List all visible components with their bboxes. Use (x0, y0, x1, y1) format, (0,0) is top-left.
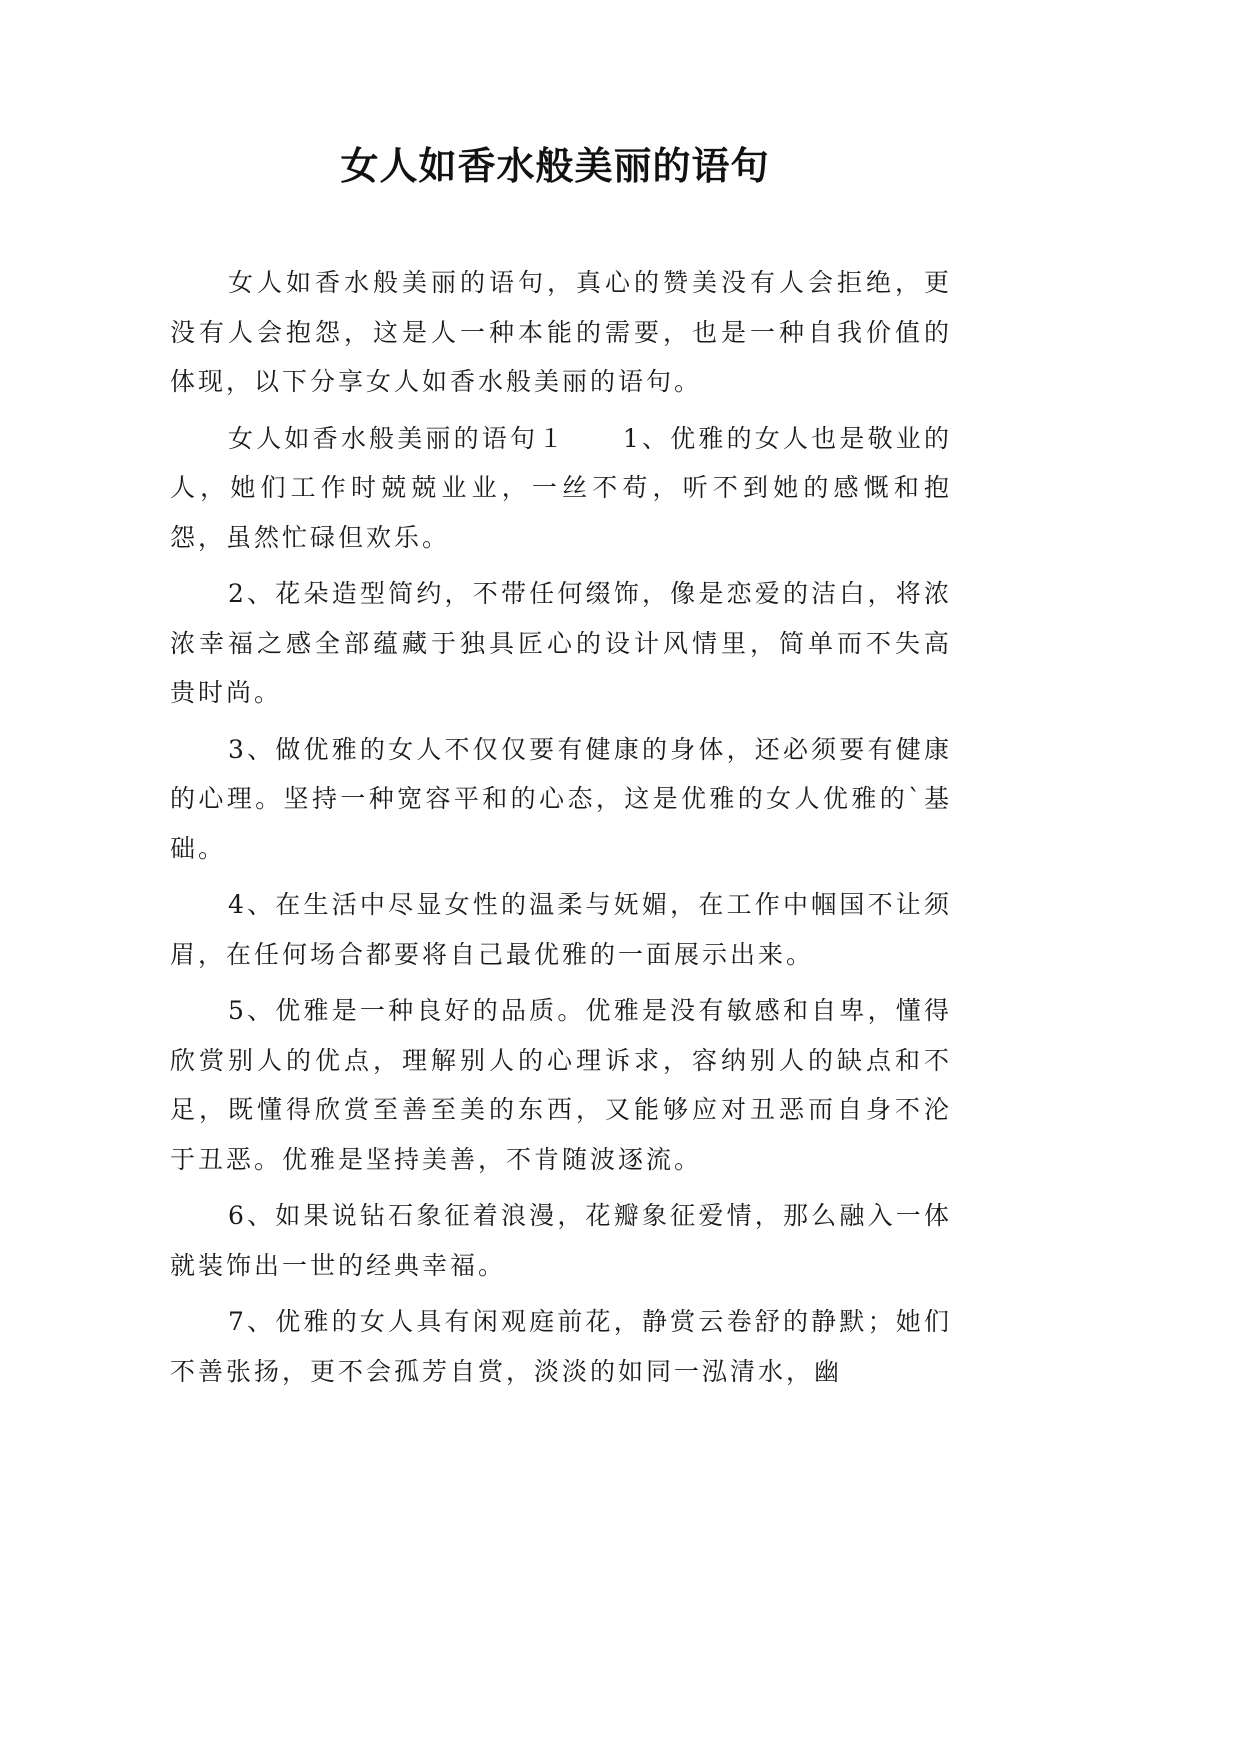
paragraph-6: 6、如果说钻石象征着浪漫，花瓣象征爱情，那么融入一体就装饰出一世的经典幸福。 (170, 1201, 952, 1280)
paragraph-5: 5、优雅是一种良好的品质。优雅是没有敏感和自卑，懂得欣赏别人的优点，理解别人的心理诉求，容纳别人的缺点和不足，既懂得欣赏至善至美的东西，又能够应对丑恶而自身不沦于丑恶。优雅是坚持美善，不肯随波逐流。 (170, 996, 952, 1174)
paragraph-4: 4、在生活中尽显女性的温柔与妩媚，在工作中帼国不让须眉，在任何场合都要将自己最优雅的一面展示出来。 (170, 890, 952, 969)
document-title: 女人如香水般美丽的语句 (340, 144, 770, 188)
document-body (170, 258, 952, 1396)
paragraph-7: 7、优雅的女人具有闲观庭前花，静赏云卷舒的静默；她们不善张扬，更不会孤芳自赏，淡淡的如同一泓清水，幽 (170, 1307, 952, 1386)
paragraph-intro: 女人如香水般美丽的语句，真心的赞美没有人会拒绝，更没有人会抱怨，这是人一种本能的需要，也是一种自我价值的体现，以下分享女人如香水般美丽的语句。 (170, 268, 952, 396)
paragraph-3: 3、做优雅的女人不仅仅要有健康的身体，还必须要有健康的心理。坚持一种宽容平和的心态，这是优雅的女人优雅的`基础。 (170, 734, 952, 863)
paragraph-2: 2、花朵造型简约，不带任何缀饰，像是恋爱的洁白，将浓浓幸福之感全部蕴藏于独具匠心的设计风情里，简单而不失高贵时尚。 (170, 579, 952, 707)
paragraph-1: 女人如香水般美丽的语句１ 1、优雅的女人也是敬业的人，她们工作时兢兢业业，一丝不苟，听不到她的感慨和抱怨，虽然忙碌但欢乐。 (170, 423, 952, 552)
